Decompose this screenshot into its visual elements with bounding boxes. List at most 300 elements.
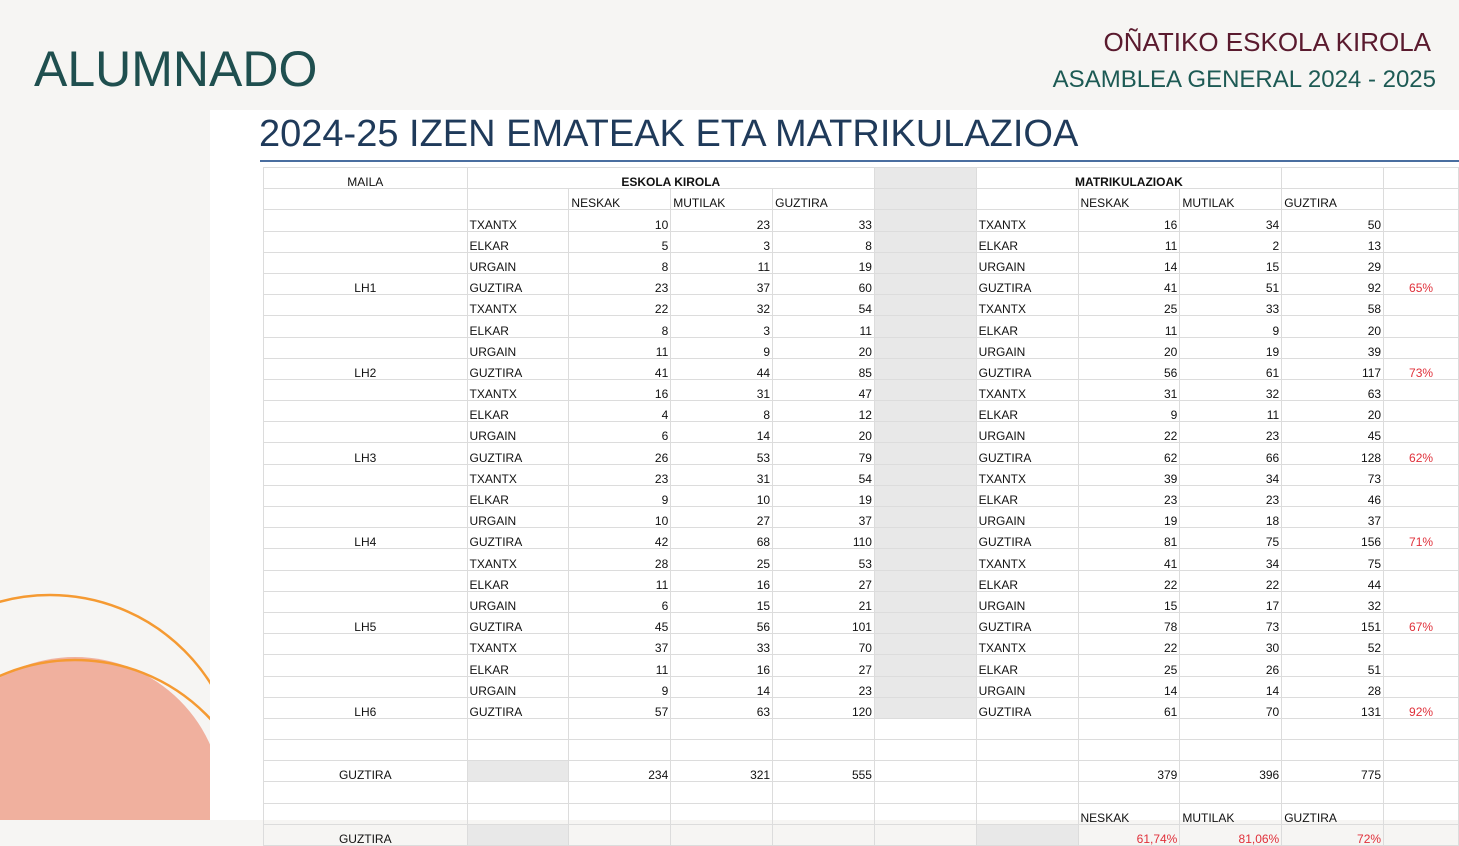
school-label: GUZTIRA (976, 443, 1078, 464)
value-cell: 8 (773, 231, 875, 252)
school-label: ELKAR (976, 401, 1078, 422)
sheet-title: 2024-25 IZEN EMATEAK ETA MATRIKULAZIOA (259, 113, 1079, 155)
total-label: GUZTIRA (264, 761, 468, 782)
value-cell: 16 (671, 655, 773, 676)
value-cell: 63 (1282, 379, 1384, 400)
table-cell (874, 824, 976, 845)
value-cell: 16 (569, 379, 671, 400)
value-cell: 53 (671, 443, 773, 464)
school-label: ELKAR (976, 485, 1078, 506)
level-name-cell (264, 379, 468, 400)
school-label: ELKAR (976, 655, 1078, 676)
value-cell: 51 (1180, 273, 1282, 294)
table-cell (976, 782, 1078, 803)
value-cell: 75 (1180, 528, 1282, 549)
value-cell: 41 (1078, 549, 1180, 570)
school-label: GUZTIRA (976, 697, 1078, 718)
gap-cell (874, 485, 976, 506)
value-cell: 34 (1180, 210, 1282, 231)
ratio-row (264, 824, 1459, 845)
school-label: TXANTX (976, 379, 1078, 400)
value-cell: 37 (773, 507, 875, 528)
value-cell: 156 (1282, 528, 1384, 549)
level-name-cell (264, 570, 468, 591)
school-label: TXANTX (467, 210, 569, 231)
value-cell: 11 (1078, 316, 1180, 337)
value-cell: 19 (773, 252, 875, 273)
blank-row (264, 718, 1459, 739)
table-row (264, 295, 1459, 316)
table-row (264, 401, 1459, 422)
value-cell: 11 (671, 252, 773, 273)
percentage-cell (1384, 676, 1459, 697)
matrikulazioak-header: MATRIKULAZIOAK (976, 168, 1282, 189)
spreadsheet-image (210, 110, 1459, 846)
value-cell: 22 (569, 295, 671, 316)
level-name-cell (264, 422, 468, 443)
table-cell (671, 782, 773, 803)
neskak-header: NESKAK (569, 189, 671, 210)
value-cell: 81 (1078, 528, 1180, 549)
gap-cell (874, 168, 976, 189)
value-cell: 2 (1180, 231, 1282, 252)
guztira-header: GUZTIRA (1282, 189, 1384, 210)
value-cell: 41 (1078, 273, 1180, 294)
value-cell: 33 (773, 210, 875, 231)
total-row (264, 761, 1459, 782)
table-cell (264, 189, 468, 210)
value-cell: 61 (1180, 358, 1282, 379)
table-cell (1282, 740, 1384, 761)
value-cell: 25 (1078, 295, 1180, 316)
level-name-cell (264, 295, 468, 316)
level-name-cell (264, 252, 468, 273)
gap-cell (874, 443, 976, 464)
total-value: 234 (569, 761, 671, 782)
percentage-cell (1384, 295, 1459, 316)
value-cell: 30 (1180, 634, 1282, 655)
value-cell: 3 (671, 316, 773, 337)
school-label: GUZTIRA (467, 528, 569, 549)
school-label: TXANTX (467, 295, 569, 316)
decorative-circles (0, 560, 215, 820)
value-cell: 63 (671, 697, 773, 718)
value-cell: 73 (1282, 464, 1384, 485)
table-row (264, 464, 1459, 485)
guztira-header: GUZTIRA (773, 189, 875, 210)
value-cell: 20 (1078, 337, 1180, 358)
value-cell: 23 (1180, 485, 1282, 506)
gap-cell (874, 231, 976, 252)
value-cell: 15 (1180, 252, 1282, 273)
value-cell: 41 (569, 358, 671, 379)
table-row (264, 612, 1459, 633)
value-cell: 27 (671, 507, 773, 528)
value-cell: 23 (773, 676, 875, 697)
table-cell (671, 718, 773, 739)
total-value: 379 (1078, 761, 1180, 782)
value-cell: 78 (1078, 612, 1180, 633)
value-cell: 44 (671, 358, 773, 379)
value-cell: 56 (1078, 358, 1180, 379)
table-cell (467, 803, 569, 824)
value-cell: 32 (671, 295, 773, 316)
value-cell: 4 (569, 401, 671, 422)
value-cell: 31 (1078, 379, 1180, 400)
table-cell (467, 761, 569, 782)
level-name-cell (264, 591, 468, 612)
school-label: ELKAR (467, 316, 569, 337)
gap-cell (874, 507, 976, 528)
value-cell: 75 (1282, 549, 1384, 570)
table-row (264, 549, 1459, 570)
value-cell: 9 (671, 337, 773, 358)
school-label: URGAIN (976, 337, 1078, 358)
school-label: ELKAR (467, 231, 569, 252)
table-cell (874, 803, 976, 824)
value-cell: 37 (671, 273, 773, 294)
table-cell (264, 803, 468, 824)
school-label: TXANTX (467, 634, 569, 655)
table-cell (569, 718, 671, 739)
value-cell: 68 (671, 528, 773, 549)
table-row (264, 697, 1459, 718)
school-label: URGAIN (467, 676, 569, 697)
value-cell: 28 (1282, 676, 1384, 697)
value-cell: 117 (1282, 358, 1384, 379)
value-cell: 34 (1180, 549, 1282, 570)
table-row (264, 570, 1459, 591)
value-cell: 20 (1282, 401, 1384, 422)
value-cell: 5 (569, 231, 671, 252)
school-label: URGAIN (467, 591, 569, 612)
neskak-header: NESKAK (1078, 189, 1180, 210)
percentage-cell (1384, 549, 1459, 570)
total-value: 396 (1180, 761, 1282, 782)
level-name-cell (264, 464, 468, 485)
value-cell: 46 (1282, 485, 1384, 506)
percentage-cell (1384, 252, 1459, 273)
value-cell: 54 (773, 464, 875, 485)
table-cell (1384, 761, 1459, 782)
table-cell (874, 718, 976, 739)
value-cell: 22 (1180, 570, 1282, 591)
table-cell (467, 189, 569, 210)
gap-cell (874, 210, 976, 231)
percentage-cell: 73% (1384, 358, 1459, 379)
title-underline (260, 160, 1459, 162)
value-cell: 27 (773, 570, 875, 591)
gap-cell (874, 591, 976, 612)
percentage-cell (1384, 316, 1459, 337)
table-row (264, 273, 1459, 294)
value-cell: 12 (773, 401, 875, 422)
table-cell (874, 782, 976, 803)
table-row (264, 231, 1459, 252)
school-label: URGAIN (976, 591, 1078, 612)
value-cell: 13 (1282, 231, 1384, 252)
subheader-row (264, 189, 1459, 210)
value-cell: 11 (1078, 231, 1180, 252)
school-label: GUZTIRA (976, 273, 1078, 294)
level-name-cell (264, 549, 468, 570)
percentage-cell: 62% (1384, 443, 1459, 464)
table-cell (264, 718, 468, 739)
ratio-value: 81,06% (1180, 824, 1282, 845)
value-cell: 10 (569, 507, 671, 528)
value-cell: 11 (569, 570, 671, 591)
table-row (264, 252, 1459, 273)
school-label: TXANTX (976, 210, 1078, 231)
table-cell (1078, 782, 1180, 803)
table-cell (874, 761, 976, 782)
value-cell: 151 (1282, 612, 1384, 633)
school-label: URGAIN (467, 422, 569, 443)
value-cell: 52 (1282, 634, 1384, 655)
value-cell: 10 (569, 210, 671, 231)
organization-name: OÑATIKO ESKOLA KIROLA (1103, 27, 1431, 57)
table-cell (467, 718, 569, 739)
percentage-cell (1384, 655, 1459, 676)
table-row (264, 591, 1459, 612)
value-cell: 23 (569, 464, 671, 485)
value-cell: 22 (1078, 422, 1180, 443)
table-cell (773, 740, 875, 761)
gap-cell (874, 697, 976, 718)
value-cell: 22 (1078, 634, 1180, 655)
school-label: GUZTIRA (467, 358, 569, 379)
mutilak-header: MUTILAK (1180, 803, 1282, 824)
table-row (264, 422, 1459, 443)
value-cell: 15 (671, 591, 773, 612)
value-cell: 70 (1180, 697, 1282, 718)
value-cell: 14 (671, 422, 773, 443)
level-name-cell (264, 655, 468, 676)
school-label: TXANTX (467, 549, 569, 570)
value-cell: 14 (1078, 676, 1180, 697)
value-cell: 27 (773, 655, 875, 676)
gap-cell (874, 358, 976, 379)
total-value: 775 (1282, 761, 1384, 782)
table-cell (1384, 740, 1459, 761)
table-cell (569, 740, 671, 761)
school-label: ELKAR (467, 570, 569, 591)
value-cell: 14 (1180, 676, 1282, 697)
value-cell: 45 (1282, 422, 1384, 443)
gap-cell (874, 464, 976, 485)
table-cell (1384, 824, 1459, 845)
value-cell: 20 (773, 337, 875, 358)
school-label: GUZTIRA (467, 612, 569, 633)
total-value: 321 (671, 761, 773, 782)
table-cell (569, 803, 671, 824)
level-name-cell (264, 316, 468, 337)
school-label: GUZTIRA (467, 443, 569, 464)
ratio-label: GUZTIRA (264, 824, 468, 845)
table-cell (467, 824, 569, 845)
table-row (264, 676, 1459, 697)
value-cell: 92 (1282, 273, 1384, 294)
value-cell: 47 (773, 379, 875, 400)
percentage-cell (1384, 464, 1459, 485)
table-cell (976, 824, 1078, 845)
neskak-header: NESKAK (1078, 803, 1180, 824)
table-row (264, 443, 1459, 464)
gap-cell (874, 273, 976, 294)
value-cell: 37 (569, 634, 671, 655)
level-name-cell: LH2 (264, 358, 468, 379)
school-label: GUZTIRA (976, 528, 1078, 549)
gap-cell (874, 655, 976, 676)
value-cell: 26 (569, 443, 671, 464)
value-cell: 23 (1078, 485, 1180, 506)
school-label: URGAIN (976, 676, 1078, 697)
table-row (264, 210, 1459, 231)
level-name-cell (264, 231, 468, 252)
value-cell: 120 (773, 697, 875, 718)
table-cell (467, 782, 569, 803)
school-label: TXANTX (976, 464, 1078, 485)
table-row (264, 634, 1459, 655)
table-cell (264, 740, 468, 761)
value-cell: 22 (1078, 570, 1180, 591)
table-cell (569, 782, 671, 803)
value-cell: 70 (773, 634, 875, 655)
table-cell (1180, 718, 1282, 739)
gap-cell (874, 676, 976, 697)
percentage-cell: 67% (1384, 612, 1459, 633)
value-cell: 19 (773, 485, 875, 506)
value-cell: 53 (773, 549, 875, 570)
value-cell: 9 (569, 676, 671, 697)
value-cell: 16 (671, 570, 773, 591)
level-name-cell: LH6 (264, 697, 468, 718)
table-cell (976, 803, 1078, 824)
percentage-cell (1384, 485, 1459, 506)
table-cell (773, 824, 875, 845)
school-label: ELKAR (467, 401, 569, 422)
value-cell: 23 (1180, 422, 1282, 443)
value-cell: 6 (569, 422, 671, 443)
value-cell: 128 (1282, 443, 1384, 464)
gap-cell (874, 570, 976, 591)
value-cell: 56 (671, 612, 773, 633)
gap-cell (874, 549, 976, 570)
value-cell: 19 (1180, 337, 1282, 358)
level-name-cell (264, 210, 468, 231)
school-label: URGAIN (467, 337, 569, 358)
school-label: ELKAR (467, 485, 569, 506)
gap-cell (874, 634, 976, 655)
enrollment-table (263, 167, 1459, 846)
school-label: GUZTIRA (467, 273, 569, 294)
school-label: URGAIN (976, 422, 1078, 443)
assembly-subtitle: ASAMBLEA GENERAL 2024 - 2025 (1052, 66, 1436, 93)
gap-cell (874, 337, 976, 358)
table-cell (976, 761, 1078, 782)
value-cell: 131 (1282, 697, 1384, 718)
percentage-cell (1384, 401, 1459, 422)
school-label: GUZTIRA (467, 697, 569, 718)
value-cell: 6 (569, 591, 671, 612)
percentage-cell: 65% (1384, 273, 1459, 294)
level-name-cell: LH1 (264, 273, 468, 294)
value-cell: 14 (671, 676, 773, 697)
mutilak-header: MUTILAK (671, 189, 773, 210)
value-cell: 50 (1282, 210, 1384, 231)
level-name-cell (264, 485, 468, 506)
table-cell (1180, 740, 1282, 761)
table-cell (1384, 803, 1459, 824)
value-cell: 101 (773, 612, 875, 633)
value-cell: 34 (1180, 464, 1282, 485)
percentage-cell (1384, 231, 1459, 252)
value-cell: 11 (1180, 401, 1282, 422)
level-name-cell (264, 676, 468, 697)
gap-cell (874, 295, 976, 316)
value-cell: 39 (1078, 464, 1180, 485)
guztira-header: GUZTIRA (1282, 803, 1384, 824)
school-label: TXANTX (976, 549, 1078, 570)
table-cell (1282, 782, 1384, 803)
percentage-cell (1384, 591, 1459, 612)
table-cell (773, 803, 875, 824)
value-cell: 9 (1180, 316, 1282, 337)
page-title: ALUMNADO (34, 41, 318, 97)
value-cell: 21 (773, 591, 875, 612)
value-cell: 26 (1180, 655, 1282, 676)
table-row (264, 358, 1459, 379)
school-label: TXANTX (976, 634, 1078, 655)
gap-cell (874, 422, 976, 443)
table-row (264, 507, 1459, 528)
maila-header: MAILA (264, 168, 468, 189)
value-cell: 8 (569, 316, 671, 337)
table-cell (976, 740, 1078, 761)
value-cell: 25 (1078, 655, 1180, 676)
blank-row (264, 740, 1459, 761)
value-cell: 31 (671, 464, 773, 485)
percentage-cell (1384, 634, 1459, 655)
table-row (264, 655, 1459, 676)
school-label: GUZTIRA (976, 358, 1078, 379)
value-cell: 45 (569, 612, 671, 633)
level-name-cell (264, 507, 468, 528)
gap-cell (874, 189, 976, 210)
ratio-value: 72% (1282, 824, 1384, 845)
value-cell: 33 (671, 634, 773, 655)
value-cell: 66 (1180, 443, 1282, 464)
percentage-cell (1384, 422, 1459, 443)
table-cell (1384, 718, 1459, 739)
school-label: ELKAR (976, 316, 1078, 337)
table-row (264, 485, 1459, 506)
school-label: ELKAR (467, 655, 569, 676)
percentage-cell (1384, 570, 1459, 591)
eskola-kirola-header: ESKOLA KIROLA (467, 168, 874, 189)
table-cell (874, 740, 976, 761)
value-cell: 33 (1180, 295, 1282, 316)
value-cell: 14 (1078, 252, 1180, 273)
table-cell (467, 740, 569, 761)
value-cell: 23 (671, 210, 773, 231)
level-name-cell (264, 337, 468, 358)
table-cell (671, 740, 773, 761)
value-cell: 9 (569, 485, 671, 506)
gap-cell (874, 316, 976, 337)
percentage-cell (1384, 379, 1459, 400)
school-label: URGAIN (467, 252, 569, 273)
